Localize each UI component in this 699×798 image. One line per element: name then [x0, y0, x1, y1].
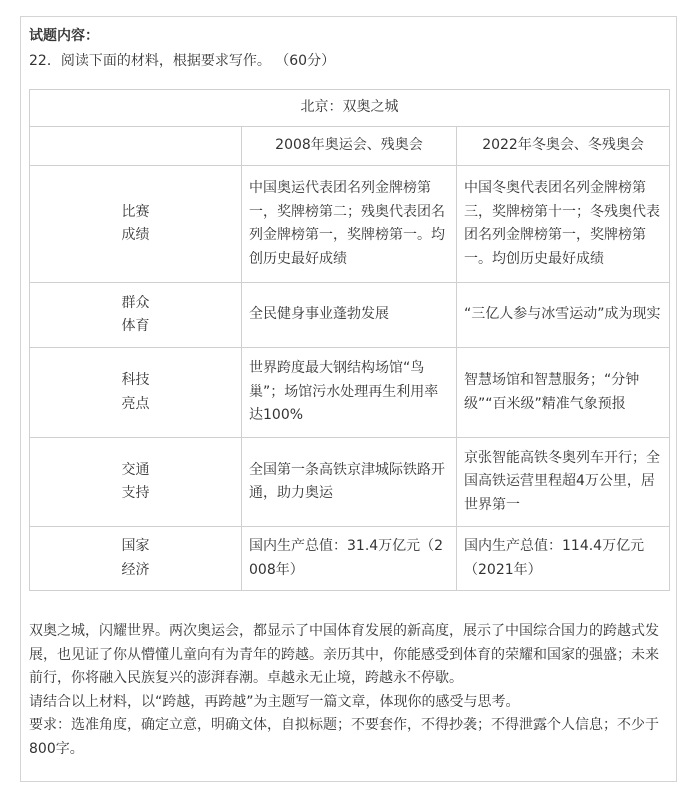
table-row-transport	[30, 438, 670, 527]
header-2022: 2022年冬奥会、冬残奥会	[457, 127, 670, 166]
header-2008: 2008年奥运会、残奥会	[242, 127, 457, 166]
table-caption: 北京：双奥之城	[30, 90, 670, 127]
table-caption-row	[30, 90, 670, 127]
cell-2008: 世界跨度最大钢结构场馆“鸟巢”；场馆污水处理再生利用率达100%	[242, 348, 457, 438]
row-label	[30, 438, 242, 527]
question-instruction: 22．阅读下面的材料，根据要求写作。 （60分）	[29, 53, 336, 69]
cell-2022: “三亿人参与冰雪运动”成为现实	[457, 283, 670, 348]
prompt-requirements: 要求：选准角度，确定立意，明确文体，自拟标题；不要套作，不得抄袭；不得泄露个人信息；不少于800字。	[29, 717, 659, 757]
row-label-line: 科技	[121, 372, 150, 388]
row-label-line: 交通	[121, 461, 150, 478]
row-label	[30, 283, 242, 348]
row-label-line: 成绩	[121, 227, 150, 243]
cell-2008: 国内生产总值：31.4万亿元（2008年）	[242, 527, 457, 591]
prompt-task: 请结合以上材料，以“跨越，再跨越”为主题写一篇文章，体现你的感受与思考。	[29, 693, 520, 710]
row-label-line: 群众	[121, 294, 150, 311]
question-panel	[20, 16, 677, 782]
cell-2022: 国内生产总值：114.4万亿元（2021年）	[457, 527, 670, 591]
writing-prompt	[29, 620, 669, 761]
row-label-line: 体育	[121, 318, 150, 334]
table-row-technology	[30, 348, 670, 438]
question-heading: 试题内容：	[29, 28, 99, 44]
row-label-line: 经济	[121, 561, 150, 578]
row-label	[30, 348, 242, 438]
table-row-results	[30, 166, 670, 283]
header-empty-cell	[30, 127, 242, 166]
table-row-mass-sports	[30, 283, 670, 348]
prompt-paragraph: 双奥之城，闪耀世界。两次奥运会，都显示了中国体育发展的新高度，展示了中国综合国力的跨越式发展，也见证了你从懵懂儿童向有为青年的跨越。亲历其中，你能感受到体育的荣耀和国家的强盛；未来前行，你将融入民族复兴的澎湃春潮。卓越永无止境，跨越永不停歇。	[29, 623, 659, 686]
cell-2022: 京张智能高铁冬奥列车开行；全国高铁运营里程超4万公里，居世界第一	[457, 438, 670, 527]
table-row-economy	[30, 527, 670, 591]
row-label-line: 支持	[121, 485, 150, 501]
cell-2008: 中国奥运代表团名列金牌榜第一，奖牌榜第二；残奥代表团名列金牌榜第一，奖牌榜第一。均创历史最好成绩	[242, 166, 457, 283]
cell-2022: 中国冬奥代表团名列金牌榜第三，奖牌榜第十一；冬残奥代表团名列金牌榜第一，奖牌榜第一。均创历史最好成绩	[457, 166, 670, 283]
row-label	[30, 527, 242, 591]
row-label-line: 比赛	[121, 203, 150, 220]
material-table	[29, 89, 670, 591]
cell-2008: 全国第一条高铁京津城际铁路开通，助力奥运	[242, 438, 457, 527]
table-header-row	[30, 127, 670, 166]
cell-2008: 全民健身事业蓬勃发展	[242, 283, 457, 348]
row-label-line: 亮点	[121, 395, 150, 412]
row-label	[30, 166, 242, 283]
row-label-line: 国家	[121, 538, 150, 554]
cell-2022: 智慧场馆和智慧服务；“分钟级”“百米级”精准气象预报	[457, 348, 670, 438]
